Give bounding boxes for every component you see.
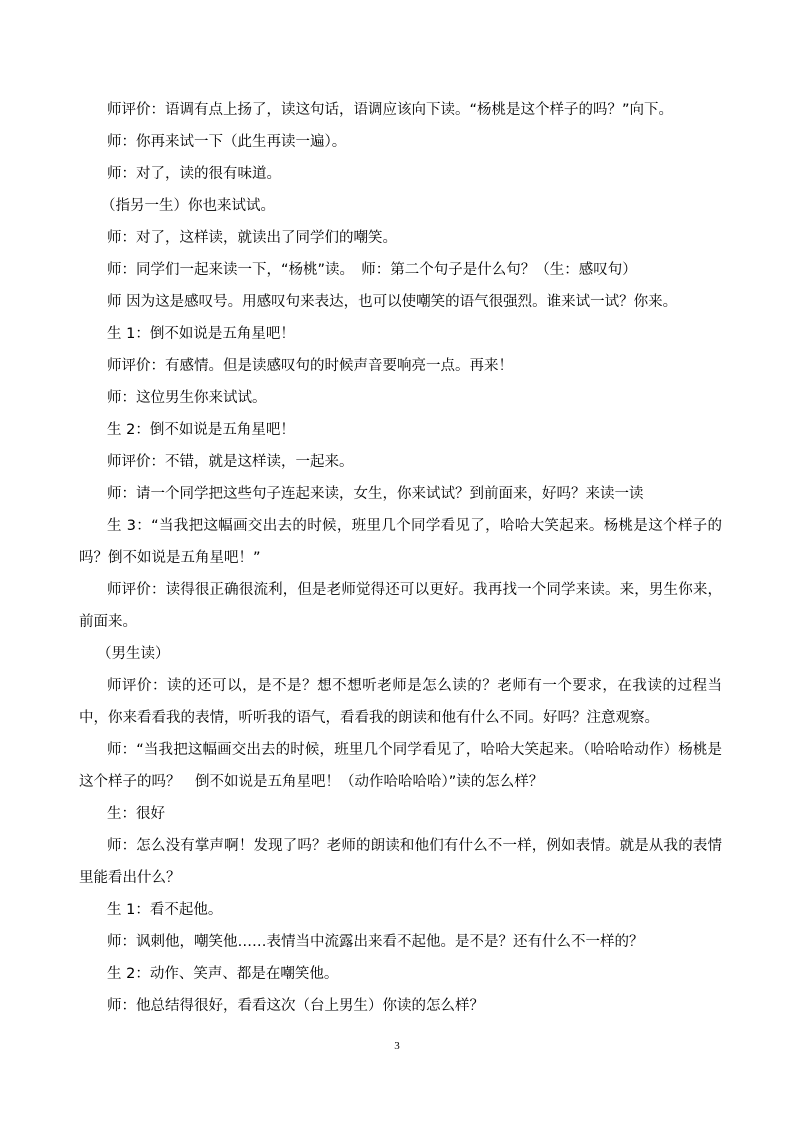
text-line: 生 1：倒不如说是五角星吧！ [107,326,295,342]
text-line: 师：对了，读的很有味道。 [107,166,281,182]
paragraph: 师评价：读的还可以，是不是？想不想听老师是怎么读的？老师有一个要求，在我读的过程当中，你来看看我的表情，听听我的语气，看看我的朗读和他有什么不同。好吗？注意观察。 [79,678,722,726]
document-body [79,94,722,1022]
text-line: 师 因为这是感叹号。用感叹句来表达，也可以使嘲笑的语气很强烈。谁来试一试？你来。 [107,294,678,310]
text-line: 师：对了，这样读，就读出了同学们的嘲笑。 [107,230,397,246]
page-number: 3 [394,1040,400,1052]
paragraph: 师评价：读得很正确很流利，但是老师觉得还可以更好。我再找一个同学来读。来，男生你来，前面来。 [79,582,722,630]
paragraph: 师：怎么没有掌声啊！发现了吗？老师的朗读和他们有什么不一样，例如表情。就是从我的表情里能看出什么？ [79,838,722,886]
text-line: 师：这位男生你来试试。 [107,390,267,406]
paragraph: 生：很好 [107,806,165,822]
text-line: 师：请一个同学把这些句子连起来读，女生，你来试试？到前面来，好吗？来读一读 [107,486,644,502]
text-line: 师评价：语调有点上扬了，读这句话，语调应该向下读。“杨桃是这个样子的吗？”向下。 [107,102,674,118]
paragraph: 生 3：“当我把这幅画交出去的时候，班里几个同学看见了，哈哈大笑起来。杨桃是这个样子的吗？倒不如说是五角星吧！” [79,518,722,566]
text-line: 师评价：不错，就是这样读，一起来。 [107,454,354,470]
text-line: 生 2：倒不如说是五角星吧！ [107,422,295,438]
text-line: 师：同学们一起来读一下，“杨桃”读。 师：第二个句子是什么句？（生：感叹句） [107,262,637,278]
paragraph: （男生读） [97,646,170,662]
paragraph: 师：“当我把这幅画交出去的时候，班里几个同学看见了，哈哈大笑起来。（哈哈哈动作）杨桃是这个样子的吗？ 倒不如说是五角星吧！（动作哈哈哈哈）”读的怎么样？ [79,742,722,790]
text-line: 师：他总结得很好，看看这次（台上男生）你读的怎么样？ [107,998,484,1014]
text-line: 师：你再来试一下（此生再读一遍）。 [107,134,347,150]
text-line: 生 1：看不起他。 [107,902,223,918]
text-line: 生 2：动作、笑声、都是在嘲笑他。 [107,966,339,982]
text-line: 师评价：有感情。但是读感叹句的时候声音要响亮一点。再来！ [107,358,513,374]
text-line: 师：讽刺他，嘲笑他……表情当中流露出来看不起他。是不是？还有什么不一样的？ [107,934,644,950]
text-line: （指另一生）你也来试试。 [101,198,275,214]
